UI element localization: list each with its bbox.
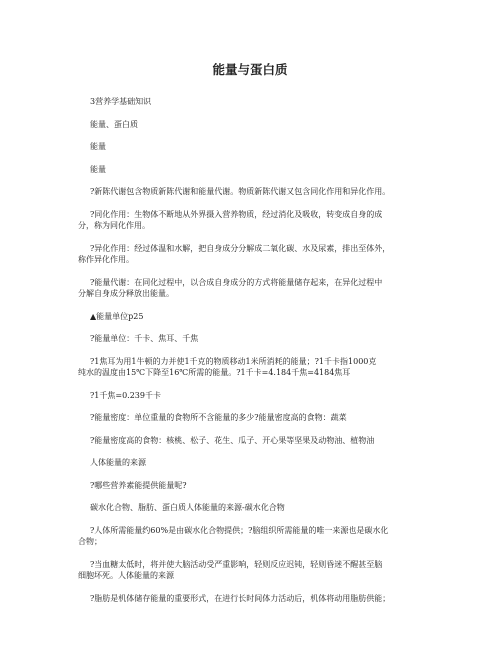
paragraph-line: 细胞坏死。人体能量的来源 bbox=[78, 571, 174, 580]
paragraph-line: 碳水化合物、脂肪、蛋白质人体能量的来源-碳水化合物 bbox=[90, 503, 285, 512]
paragraph-line: ?异化作用：经过体温和水解，把自身成分分解成二氧化碳、水及尿素，排出至体外， bbox=[90, 243, 391, 253]
paragraph bbox=[78, 311, 462, 323]
paragraph-line: ?新陈代谢包含物质新陈代谢和能量代谢。物质新陈代谢又包含同化作用和异化作用。 bbox=[90, 187, 391, 196]
paragraph bbox=[78, 559, 462, 582]
paragraph bbox=[78, 356, 462, 379]
paragraph bbox=[78, 480, 462, 492]
paragraph bbox=[78, 525, 462, 548]
paragraph-line: ?能量单位：千卡、焦耳、千焦 bbox=[90, 334, 199, 343]
paragraph-line: ?能量密度高的食物：核桃、松子、花生、瓜子、开心果等坚果及动物油、植物油 bbox=[90, 435, 375, 445]
paragraph-line: ?同化作用：生物体不断地从外界摄入营养物质，经过消化及吸收，转变成自身的成 bbox=[90, 209, 383, 219]
paragraph-line: 纯水的温度由15℃下降至16℃所需的能量。?1千卡=4.184千焦=4184焦耳 bbox=[78, 368, 351, 377]
paragraph bbox=[78, 435, 462, 447]
paragraph bbox=[78, 333, 462, 345]
paragraph bbox=[78, 502, 462, 514]
paragraph bbox=[78, 96, 462, 108]
paragraph-line: ?能量代谢：在同化过程中，以合成自身成分的方式将能量储存起来，在异化过程中 bbox=[90, 277, 383, 287]
paragraph bbox=[78, 119, 462, 131]
paragraph-line: ?人体所需能量约60%是由碳水化合物提供；?脑组织所需能量的唯一来源也是碳水化 bbox=[90, 525, 389, 535]
paragraph-line: ?能量密度：单位重量的食物所不含能量的多少?能量密度高的食物：蔬菜 bbox=[90, 413, 347, 422]
paragraph-line: 分解自身成分释放出能量。 bbox=[78, 289, 174, 298]
paragraph-line: 能量 bbox=[90, 142, 106, 151]
paragraph bbox=[78, 277, 462, 300]
paragraph bbox=[78, 186, 462, 198]
paragraph-line: ▲能量单位p25 bbox=[90, 311, 144, 321]
paragraph-line: 3营养学基础知识 bbox=[90, 97, 152, 106]
paragraph bbox=[78, 390, 462, 402]
paragraph-line: 能量、蛋白质 bbox=[90, 119, 138, 129]
paragraph-line: 人体能量的来源 bbox=[90, 458, 146, 467]
paragraph-line: 合物； bbox=[78, 537, 102, 546]
paragraph bbox=[78, 209, 462, 232]
paragraph bbox=[78, 141, 462, 153]
paragraph bbox=[78, 243, 462, 266]
paragraph bbox=[78, 164, 462, 176]
paragraph-line: ?1千焦=0.239千卡 bbox=[90, 390, 161, 400]
paragraph bbox=[78, 412, 462, 424]
paragraph-line: 能量 bbox=[90, 164, 106, 174]
paragraph-line: 分，称为同化作用。 bbox=[78, 221, 150, 230]
document-body bbox=[78, 96, 462, 604]
paragraph bbox=[78, 593, 462, 605]
paragraph-line: ?脂肪是机体储存能量的重要形式，在进行长时间体力活动后，机体将动用脂肪供能； bbox=[90, 593, 391, 603]
paragraph bbox=[78, 457, 462, 469]
paragraph-line: ?1焦耳为用1牛顿的力并使1千克的物质移动1米所消耗的能量；?1千卡指1000克 bbox=[90, 356, 377, 366]
paragraph-line: ?哪些营养素能提供能量呢? bbox=[90, 480, 187, 490]
paragraph-line: ?当血糖太低时，将并使大脑活动受严重影响，轻则反应迟钝，轻则昏迷不醒甚至脑 bbox=[90, 559, 383, 569]
paragraph-line: 称作异化作用。 bbox=[78, 255, 134, 264]
document-title: 能量与蛋白质 bbox=[212, 62, 288, 77]
